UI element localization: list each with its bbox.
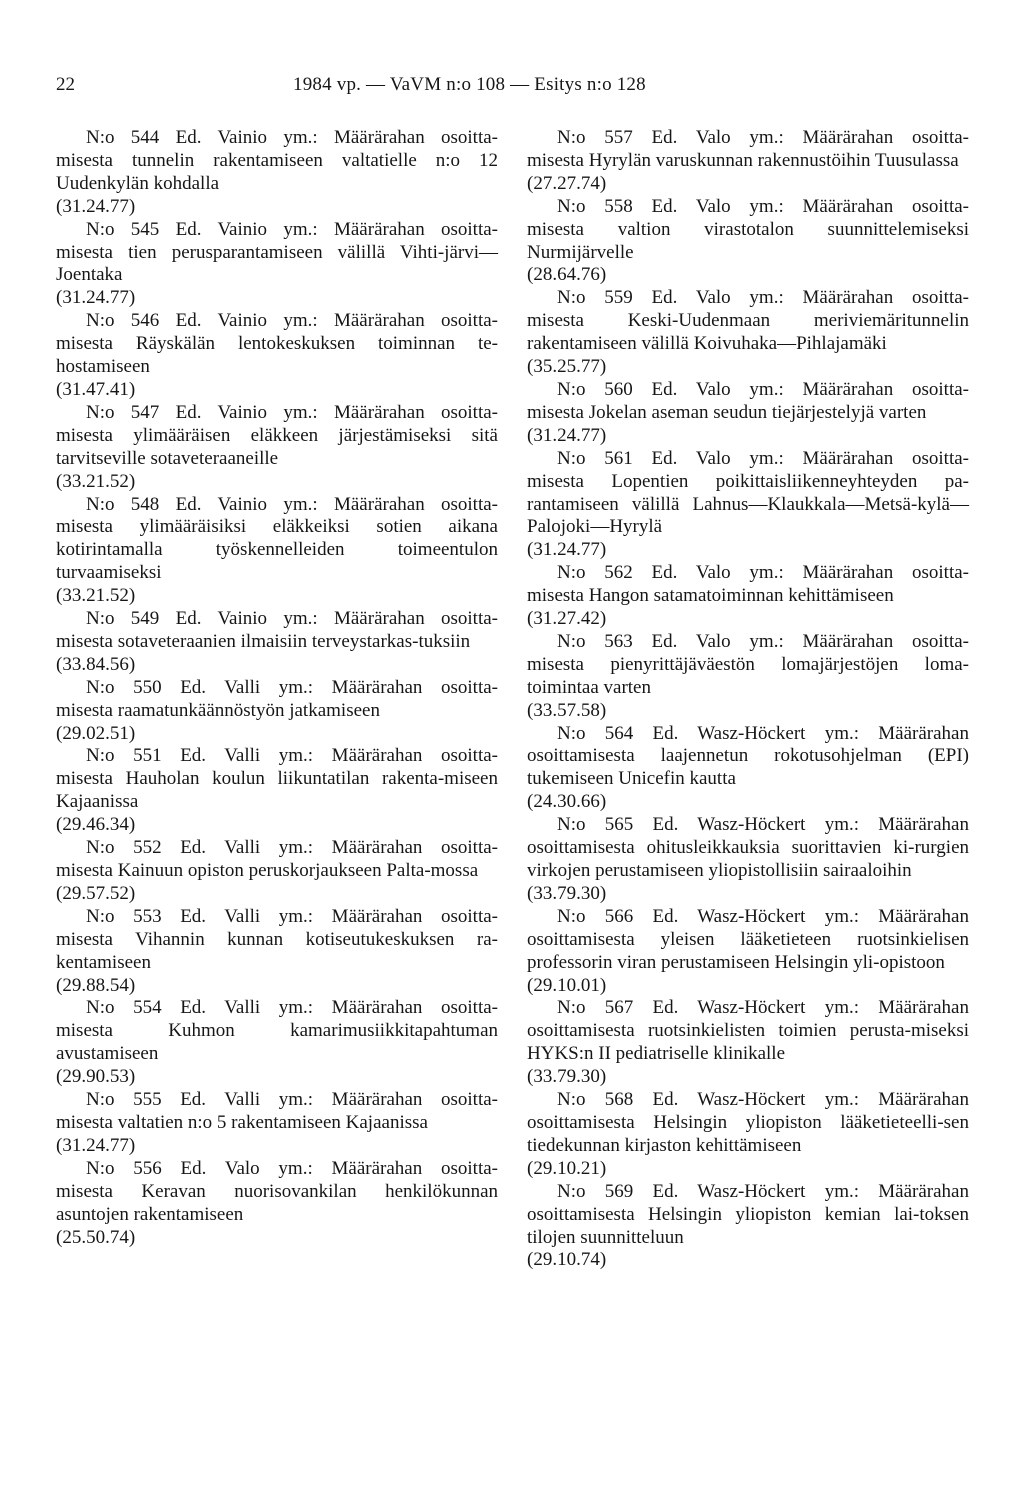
- motion-text: misesta Kainuun opiston peruskorjaukseen Palta-mossa: [56, 860, 479, 881]
- motion-text: misesta Kuhmon kamarimusiikkitapahtuman avustamiseen: [56, 1020, 498, 1065]
- motion-entry: [527, 723, 969, 815]
- motion-text: osoittamisesta ruotsinkielisten toimien perusta-miseksi HYKS:n II pediatriselle klinikalle: [527, 1020, 969, 1065]
- motion-heading: N:o 557 Ed. Valo ym.: Määrärahan osoitta-: [557, 127, 969, 148]
- motion-entry: [56, 310, 498, 402]
- motion-heading: N:o 545 Ed. Vainio ym.: Määrärahan osoitta-: [86, 218, 498, 240]
- motion-entry: [527, 448, 969, 563]
- motion-text: misesta valtatien n:o 5 rakentamiseen Kajaanissa: [56, 1111, 428, 1133]
- page-header: [0, 74, 1024, 102]
- right-column: [527, 127, 969, 1272]
- motion-heading: N:o 554 Ed. Valli ym.: Määrärahan osoitta-: [86, 997, 498, 1019]
- budget-reference: (29.02.51): [56, 722, 136, 744]
- motion-heading: N:o 553 Ed. Valli ym.: Määrärahan osoitta-: [86, 905, 498, 927]
- budget-reference: (24.30.66): [527, 791, 607, 813]
- motion-text: misesta Jokelan aseman seudun tiejärjestelyjä varten: [527, 401, 927, 423]
- motion-text: misesta Vihannin kunnan kotiseutukeskuksen ra-kentamiseen: [56, 928, 498, 973]
- motion-heading: N:o 551 Ed. Valli ym.: Määrärahan osoitta-: [86, 745, 498, 767]
- motion-entry: [527, 379, 969, 448]
- budget-reference: (33.79.30): [527, 1066, 607, 1088]
- motion-text: misesta tien perusparantamiseen välillä Vihti-järvi—Joentaka: [56, 241, 498, 286]
- motion-heading: N:o 567 Ed. Wasz-Höckert ym.: Määrärahan: [557, 997, 969, 1019]
- motion-heading: N:o 555 Ed. Valli ym.: Määrärahan osoitta-: [86, 1089, 498, 1111]
- motion-entry: [56, 1089, 498, 1158]
- budget-reference: (29.90.53): [56, 1066, 136, 1088]
- motion-heading: N:o 546 Ed. Vainio ym.: Määrärahan osoitta-: [86, 310, 498, 332]
- motion-entry: [56, 837, 498, 906]
- page-number: 22: [56, 74, 75, 95]
- budget-reference: (31.24.77): [527, 424, 607, 446]
- motion-entry: [56, 1158, 498, 1250]
- motion-text: misesta valtion virastotalon suunnittelemiseksi Nurmijärvelle: [527, 218, 969, 263]
- motion-heading: N:o 569 Ed. Wasz-Höckert ym.: Määrärahan: [557, 1180, 969, 1202]
- motion-text: misesta Lopentien poikittaisliikenneyhteyden pa-rantamiseen välillä Lahnus—Klaukkala—Metsä-kylä—Palojoki—Hyrylä: [527, 470, 969, 538]
- motion-text: misesta Hauholan koulun liikuntatilan rakenta-miseen Kajaanissa: [56, 768, 498, 813]
- budget-reference: (28.64.76): [527, 264, 607, 286]
- motion-entry: [56, 127, 498, 219]
- motion-heading: N:o 544 Ed. Vainio ym.: Määrärahan osoitta-: [86, 127, 498, 148]
- motion-heading: N:o 550 Ed. Valli ym.: Määrärahan osoitta-: [86, 676, 498, 698]
- motion-entry: [527, 1181, 969, 1273]
- motion-heading: N:o 559 Ed. Valo ym.: Määrärahan osoitta-: [557, 287, 969, 309]
- motion-heading: N:o 556 Ed. Valo ym.: Määrärahan osoitta-: [86, 1157, 498, 1179]
- budget-reference: (29.10.74): [527, 1249, 607, 1271]
- motion-entry: [527, 906, 969, 998]
- budget-reference: (29.46.34): [56, 814, 136, 836]
- motion-entry: [56, 608, 498, 677]
- motion-text: osoittamisesta Helsingin yliopiston kemian lai-toksen tilojen suunnitteluun: [527, 1203, 969, 1248]
- motion-heading: N:o 566 Ed. Wasz-Höckert ym.: Määrärahan: [557, 905, 969, 927]
- budget-reference: (27.27.74): [527, 172, 607, 194]
- motion-entry: [527, 287, 969, 379]
- motion-text: misesta Hyrylän varuskunnan rakennustöihin Tuusulassa: [527, 149, 959, 171]
- motion-heading: N:o 562 Ed. Valo ym.: Määrärahan osoitta-: [557, 562, 969, 584]
- motion-text: misesta Keravan nuorisovankilan henkilökunnan asuntojen rakentamiseen: [56, 1180, 498, 1225]
- motion-entry: [527, 127, 969, 196]
- budget-reference: (33.21.52): [56, 585, 136, 607]
- motion-text: osoittamisesta laajennetun rokotusohjelman (EPI) tukemiseen Unicefin kautta: [527, 745, 969, 790]
- budget-reference: (31.24.77): [56, 287, 136, 309]
- running-title: 1984 vp. — VaVM n:o 108 — Esitys n:o 128: [293, 74, 646, 95]
- motion-heading: N:o 547 Ed. Vainio ym.: Määrärahan osoitta-: [86, 401, 498, 423]
- budget-reference: (31.47.41): [56, 378, 136, 400]
- budget-reference: (29.57.52): [56, 882, 136, 904]
- budget-reference: (33.79.30): [527, 882, 607, 904]
- motion-heading: N:o 561 Ed. Valo ym.: Määrärahan osoitta-: [557, 447, 969, 469]
- motion-entry: [527, 814, 969, 906]
- budget-reference: (31.24.77): [527, 539, 607, 561]
- budget-reference: (31.27.42): [527, 608, 607, 630]
- motion-entry: [56, 402, 498, 494]
- motion-text: osoittamisesta Helsingin yliopiston lääketieteelli-sen tiedekunnan kirjaston kehittämiseen: [527, 1111, 969, 1156]
- motion-text: misesta ylimääräisiksi eläkkeiksi sotien aikana kotirintamalla työskennelleiden toimeentulon turvaamiseksi: [56, 516, 498, 584]
- motion-entry: [56, 997, 498, 1089]
- motion-heading: N:o 552 Ed. Valli ym.: Määrärahan osoitta-: [86, 837, 498, 859]
- motion-heading: N:o 558 Ed. Valo ym.: Määrärahan osoitta-: [557, 195, 969, 217]
- motion-entry: [527, 1089, 969, 1181]
- budget-reference: (31.24.77): [56, 1134, 136, 1156]
- motion-heading: N:o 560 Ed. Valo ym.: Määrärahan osoitta-: [557, 378, 969, 400]
- budget-reference: (29.10.21): [527, 1157, 607, 1179]
- budget-reference: (29.88.54): [56, 974, 136, 996]
- motion-text: osoittamisesta yleisen lääketieteen ruotsinkielisen professorin viran perustamiseen Helsingin yli-opistoon: [527, 928, 969, 973]
- motion-entry: [527, 997, 969, 1089]
- motion-text: misesta Keski-Uudenmaan meriviemäritunnelin rakentamiseen välillä Koivuhaka—Pihlajamäki: [527, 310, 969, 355]
- motion-heading: N:o 549 Ed. Vainio ym.: Määrärahan osoitta-: [86, 608, 498, 630]
- motion-entry: [56, 494, 498, 609]
- budget-reference: (33.57.58): [527, 699, 607, 721]
- motion-heading: N:o 565 Ed. Wasz-Höckert ym.: Määrärahan: [557, 814, 969, 836]
- left-column: [56, 127, 498, 1249]
- motion-text: misesta Hangon satamatoiminnan kehittämiseen: [527, 585, 894, 607]
- motion-entry: [56, 906, 498, 998]
- budget-reference: (35.25.77): [527, 356, 607, 378]
- motion-text: misesta pienyrittäjäväestön lomajärjestöjen loma-toimintaa varten: [527, 653, 969, 698]
- motion-text: misesta raamatunkäännöstyön jatkamiseen: [56, 699, 380, 721]
- motion-entry: [527, 631, 969, 723]
- motion-entry: [527, 196, 969, 288]
- motion-heading: N:o 563 Ed. Valo ym.: Määrärahan osoitta-: [557, 630, 969, 652]
- motion-entry: [56, 219, 498, 311]
- motion-entry: [527, 562, 969, 631]
- motion-entry: [56, 677, 498, 746]
- budget-reference: (31.24.77): [56, 195, 136, 217]
- motion-heading: N:o 548 Ed. Vainio ym.: Määrärahan osoitta-: [86, 493, 498, 515]
- motion-text: misesta sotaveteraanien ilmaisiin terveystarkas-tuksiin: [56, 630, 471, 652]
- budget-reference: (25.50.74): [56, 1226, 136, 1248]
- budget-reference: (29.10.01): [527, 974, 607, 996]
- motion-text: misesta ylimääräisen eläkkeen järjestämiseksi sitä tarvitseville sotaveteraaneille: [56, 424, 498, 469]
- budget-reference: (33.84.56): [56, 653, 136, 675]
- motion-text: misesta tunnelin rakentamiseen valtatielle n:o 12 Uudenkylän kohdalla: [56, 149, 498, 194]
- motion-entry: [56, 745, 498, 837]
- motion-text: misesta Räyskälän lentokeskuksen toiminnan te-hostamiseen: [56, 333, 498, 378]
- motion-heading: N:o 564 Ed. Wasz-Höckert ym.: Määrärahan: [557, 722, 969, 744]
- motion-heading: N:o 568 Ed. Wasz-Höckert ym.: Määrärahan: [557, 1089, 969, 1111]
- motion-text: osoittamisesta ohitusleikkauksia suorittavien ki-rurgien virkojen perustamiseen yliopistollisiin sairaaloihin: [527, 837, 969, 881]
- budget-reference: (33.21.52): [56, 470, 136, 492]
